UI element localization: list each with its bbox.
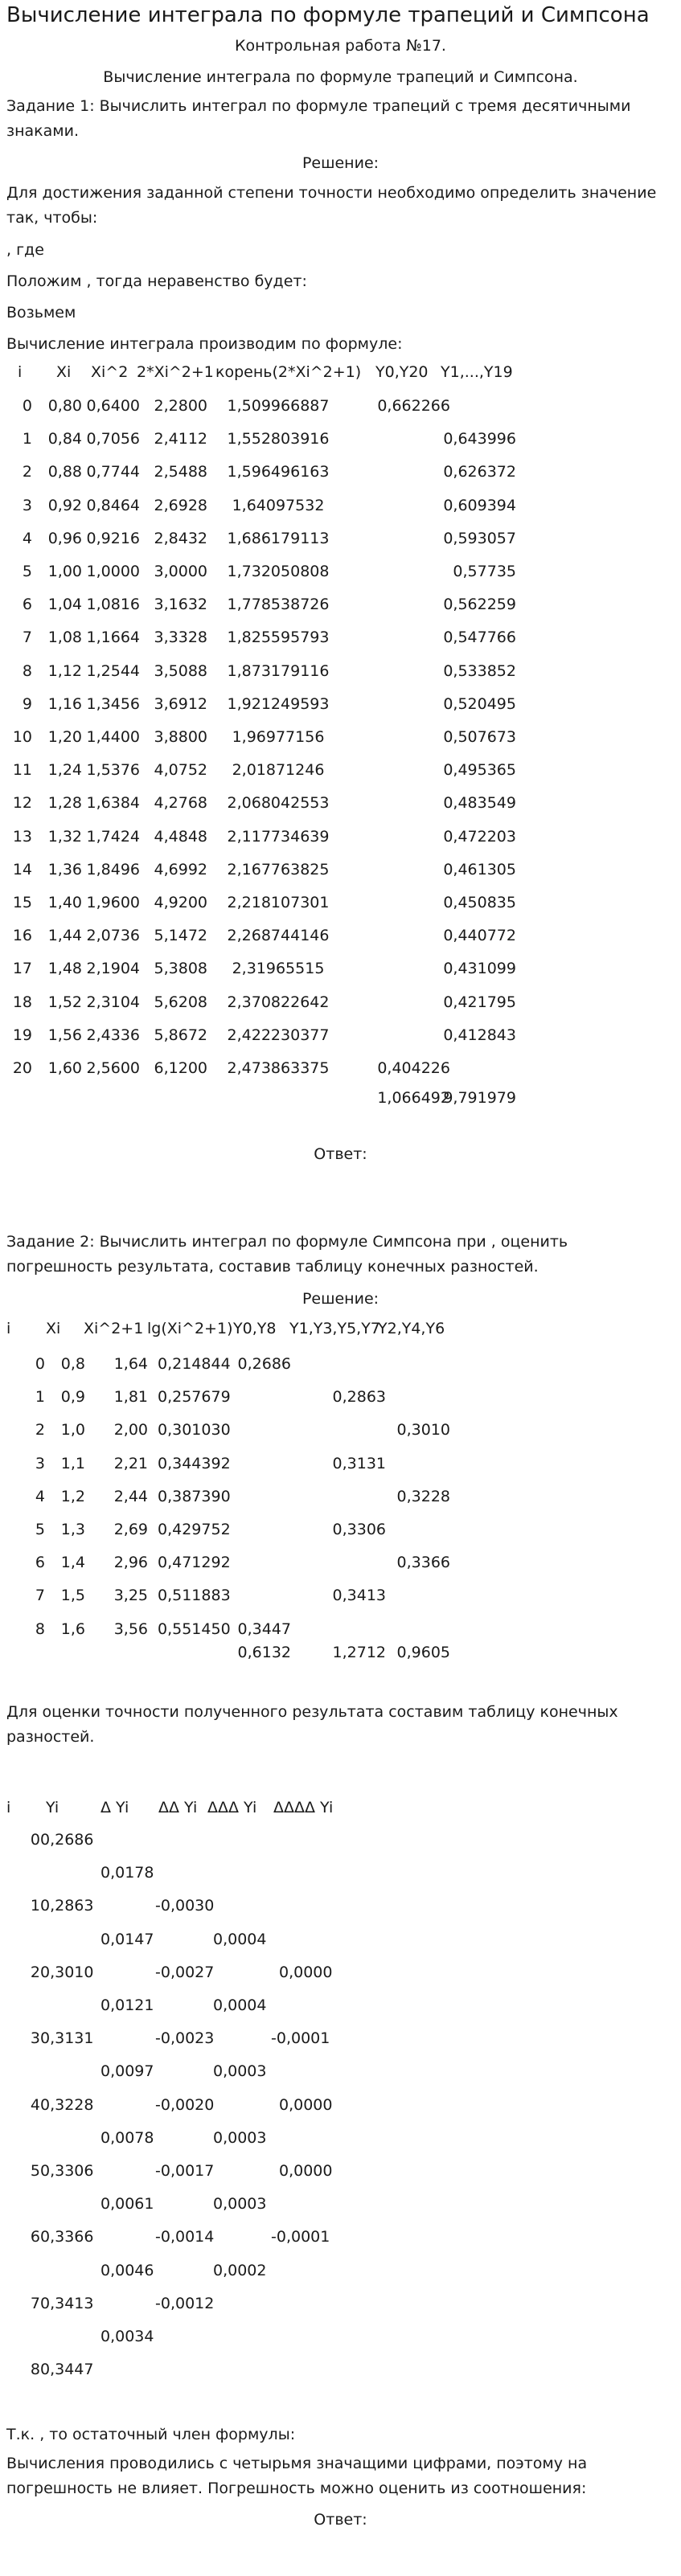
- y-even-value: 0,3228: [396, 1487, 450, 1505]
- table-header: ΔΔ Yi: [158, 1799, 198, 1816]
- xi-squared: 2,0736: [86, 927, 140, 945]
- y-middle-value: 0,520495: [443, 694, 516, 713]
- xi-value: 1,20: [47, 728, 82, 746]
- expr-value: 3,6912: [154, 694, 207, 713]
- y-middle-value: 0,431099: [443, 960, 516, 978]
- xi-value: 1,44: [47, 927, 82, 945]
- delta4-value: 0,0000: [279, 2095, 333, 2114]
- xi2-plus-1: 1,64: [113, 1355, 148, 1373]
- task2-solution-label: Решение:: [302, 1290, 379, 1308]
- row-index: 10: [12, 728, 32, 746]
- row-index: 17: [12, 960, 32, 978]
- sqrt-value: 2,01871246: [232, 761, 325, 780]
- expr-value: 3,8800: [154, 728, 207, 746]
- row-index: 8: [22, 661, 32, 680]
- table-header: Y1,...,Y19: [441, 363, 513, 381]
- xi2-plus-1: 2,96: [113, 1554, 148, 1572]
- xi-value: 1,40: [47, 894, 82, 911]
- delta4-value: 0,0000: [279, 1963, 333, 1981]
- y-middle-value: 0,450835: [443, 894, 516, 911]
- lg-value: 0,551450: [158, 1620, 231, 1638]
- task2-text: Задание 2: Вычислить интеграл по формуле Симпсона при , оценить погрешность результата, составив таблицу конечных разностей.: [6, 1233, 568, 1276]
- y-end-value: 0,2686: [237, 1355, 291, 1373]
- y-middle-value: 0,472203: [443, 827, 516, 846]
- row-index: 1: [30, 1897, 40, 1915]
- expr-value: 2,8432: [154, 529, 207, 547]
- row-index: 13: [12, 827, 32, 846]
- table-header: Xi^2+1: [84, 1320, 144, 1337]
- xi-squared: 1,8496: [86, 860, 140, 878]
- delta1-value: 0,0061: [101, 2195, 154, 2214]
- delta3-value: 0,0003: [213, 2062, 267, 2081]
- precision-text: Вычисления проводились с четырьмя значащими цифрами, поэтому на погрешность не влияет. Погрешность можно оценить из соотношения:: [6, 2455, 588, 2497]
- sqrt-value: 1,778538726: [227, 596, 330, 614]
- trapezoid-sum-middle: 9,791979: [443, 1089, 516, 1107]
- sqrt-value: 2,422230377: [227, 1026, 330, 1044]
- table-header: Yi: [46, 1799, 59, 1816]
- table-header: Y0,Y20: [375, 363, 429, 381]
- xi-squared: 2,5600: [86, 1059, 140, 1077]
- xi-value: 1,56: [47, 1026, 82, 1044]
- table-header: Δ Yi: [101, 1799, 129, 1816]
- xi-value: 0,9: [60, 1388, 85, 1407]
- y-middle-value: 0,495365: [443, 761, 516, 780]
- sqrt-value: 2,31965515: [232, 960, 325, 978]
- expr-value: 3,3328: [154, 629, 207, 647]
- y-odd-value: 0,3131: [332, 1454, 386, 1472]
- sqrt-value: 2,473863375: [227, 1059, 330, 1077]
- lg-value: 0,511883: [158, 1587, 231, 1605]
- table-header: Y1,Y3,Y5,Y7: [289, 1320, 380, 1337]
- y-even-value: 0,3010: [396, 1421, 450, 1440]
- row-index: 20: [12, 1059, 32, 1077]
- expr-value: 5,6208: [154, 993, 207, 1011]
- xi-squared: 1,0000: [86, 563, 140, 580]
- sqrt-value: 1,921249593: [227, 694, 330, 713]
- xi-squared: 1,0816: [86, 596, 140, 614]
- sqrt-value: 1,596496163: [227, 463, 330, 481]
- y-odd-value: 0,2863: [332, 1388, 386, 1407]
- delta4-value: -0,0001: [271, 2228, 330, 2246]
- xi-value: 1,16: [47, 694, 82, 713]
- expr-value: 2,5488: [154, 463, 207, 481]
- xi-value: 1,52: [47, 993, 82, 1011]
- sqrt-value: 2,218107301: [227, 894, 330, 911]
- y-middle-value: 0,412843: [443, 1026, 516, 1044]
- xi-value: 1,32: [47, 827, 82, 846]
- sqrt-value: 1,552803916: [227, 430, 330, 448]
- y-middle-value: 0,421795: [443, 993, 516, 1011]
- lg-value: 0,257679: [158, 1388, 231, 1407]
- delta3-value: 0,0003: [213, 2195, 267, 2214]
- xi-value: 0,88: [47, 463, 82, 481]
- lg-value: 0,344392: [158, 1454, 231, 1472]
- simpson-sum-even: 0,9605: [396, 1644, 450, 1661]
- task1-solution-label: Решение:: [302, 154, 379, 172]
- row-index: 3: [30, 2029, 40, 2048]
- table-header: lg(Xi^2+1): [147, 1320, 233, 1337]
- y-middle-value: 0,626372: [443, 463, 516, 481]
- row-index: 5: [35, 1521, 45, 1538]
- xi-value: 0,92: [47, 496, 82, 514]
- y-middle-value: 0,57735: [453, 563, 516, 580]
- expr-value: 2,2800: [154, 397, 207, 415]
- task1-line3: Положим , тогда неравенство будет:: [6, 272, 307, 290]
- row-index: 4: [35, 1487, 45, 1505]
- yi-value: 0,2863: [40, 1897, 94, 1915]
- y-odd-value: 0,3306: [332, 1521, 386, 1538]
- y-middle-value: 0,593057: [443, 529, 516, 547]
- row-index: 5: [30, 2162, 40, 2180]
- y-middle-value: 0,643996: [443, 430, 516, 448]
- row-index: 1: [35, 1388, 45, 1407]
- table-header: Xi: [56, 363, 72, 381]
- xi-value: 1,60: [47, 1059, 82, 1077]
- sqrt-value: 2,117734639: [227, 827, 330, 846]
- row-index: 15: [12, 894, 32, 911]
- table-header: корень(2*Xi^2+1): [215, 363, 362, 381]
- row-index: 8: [35, 1620, 45, 1638]
- row-index: 2: [22, 463, 32, 481]
- page-title: Вычисление интеграла по формуле трапеций и Симпсона: [6, 3, 650, 27]
- xi-squared: 1,7424: [86, 827, 140, 846]
- xi-squared: 2,1904: [86, 960, 140, 978]
- expr-value: 6,1200: [154, 1059, 207, 1077]
- row-index: 3: [35, 1454, 45, 1472]
- delta2-value: -0,0014: [155, 2228, 215, 2246]
- table-header: Y0,Y8: [233, 1320, 277, 1337]
- xi-squared: 1,3456: [86, 694, 140, 713]
- delta3-value: 0,0002: [213, 2261, 267, 2279]
- delta2-value: -0,0017: [155, 2162, 215, 2180]
- xi-value: 1,4: [60, 1554, 85, 1572]
- lg-value: 0,471292: [158, 1554, 231, 1572]
- delta3-value: 0,0004: [213, 1997, 267, 2014]
- xi-squared: 1,2544: [86, 661, 140, 680]
- yi-value: 0,3366: [40, 2228, 94, 2246]
- table-header: i: [6, 1320, 11, 1337]
- xi-value: 1,08: [47, 629, 82, 647]
- xi-squared: 0,7056: [86, 430, 140, 448]
- xi2-plus-1: 2,44: [113, 1487, 148, 1505]
- expr-value: 4,6992: [154, 860, 207, 878]
- yi-value: 0,3447: [40, 2361, 94, 2379]
- xi-value: 0,84: [47, 430, 82, 448]
- sqrt-value: 1,96977156: [232, 728, 325, 746]
- xi-value: 1,3: [60, 1521, 85, 1538]
- xi-value: 0,96: [47, 529, 82, 547]
- sqrt-value: 1,686179113: [227, 529, 330, 547]
- xi-value: 1,48: [47, 960, 82, 978]
- row-index: 0: [35, 1355, 45, 1373]
- xi-value: 1,24: [47, 761, 82, 780]
- delta1-value: 0,0046: [101, 2261, 154, 2279]
- sqrt-value: 1,825595793: [227, 629, 330, 647]
- sqrt-value: 1,873179116: [227, 661, 330, 680]
- y-middle-value: 0,562259: [443, 596, 516, 614]
- row-index: 5: [22, 563, 32, 580]
- row-index: 7: [30, 2294, 40, 2312]
- y-odd-value: 0,3413: [332, 1587, 386, 1605]
- xi-value: 1,12: [47, 661, 82, 680]
- row-index: 8: [30, 2361, 40, 2379]
- xi-value: 0,8: [60, 1355, 85, 1373]
- delta2-value: -0,0023: [155, 2029, 215, 2048]
- row-index: 9: [22, 694, 32, 713]
- expr-value: 5,8672: [154, 1026, 207, 1044]
- sqrt-value: 1,509966887: [227, 397, 330, 415]
- row-index: 6: [35, 1554, 45, 1572]
- xi-squared: 2,3104: [86, 993, 140, 1011]
- lg-value: 0,429752: [158, 1521, 231, 1538]
- sqrt-value: 1,64097532: [232, 496, 325, 514]
- y-end-value: 0,3447: [237, 1620, 291, 1638]
- y-middle-value: 0,533852: [443, 661, 516, 680]
- delta1-value: 0,0121: [101, 1997, 154, 2014]
- xi-value: 1,36: [47, 860, 82, 878]
- row-index: 7: [35, 1587, 45, 1605]
- y-end-value: 0,404226: [377, 1059, 450, 1077]
- expr-value: 2,4112: [154, 430, 207, 448]
- expr-value: 4,4848: [154, 827, 207, 846]
- row-index: 19: [12, 1026, 32, 1044]
- expr-value: 3,0000: [154, 563, 207, 580]
- xi2-plus-1: 3,25: [113, 1587, 148, 1605]
- xi2-plus-1: 2,69: [113, 1521, 148, 1538]
- row-index: 11: [12, 761, 32, 780]
- sqrt-value: 2,268744146: [227, 927, 330, 945]
- delta2-value: -0,0027: [155, 1963, 215, 1981]
- xi2-plus-1: 3,56: [113, 1620, 148, 1638]
- y-middle-value: 0,483549: [443, 794, 516, 813]
- expr-value: 5,1472: [154, 927, 207, 945]
- delta3-value: 0,0003: [213, 2128, 267, 2147]
- expr-value: 3,5088: [154, 661, 207, 680]
- row-index: 7: [22, 629, 32, 647]
- task1-line5: Вычисление интеграла производим по формуле:: [6, 335, 403, 353]
- xi-squared: 1,4400: [86, 728, 140, 746]
- row-index: 2: [35, 1421, 45, 1440]
- row-index: 0: [30, 1831, 40, 1849]
- expr-value: 4,0752: [154, 761, 207, 780]
- y-middle-value: 0,440772: [443, 927, 516, 945]
- table-header: Xi: [46, 1320, 61, 1337]
- remainder-text: Т.к. , то остаточный член формулы:: [6, 2426, 296, 2443]
- y-even-value: 0,3366: [396, 1554, 450, 1572]
- xi-value: 1,1: [60, 1454, 85, 1472]
- xi-squared: 1,9600: [86, 894, 140, 911]
- row-index: 3: [22, 496, 32, 514]
- lg-value: 0,214844: [158, 1355, 231, 1373]
- delta1-value: 0,0178: [101, 1864, 154, 1882]
- xi-squared: 0,9216: [86, 529, 140, 547]
- y-middle-value: 0,507673: [443, 728, 516, 746]
- xi-value: 1,2: [60, 1487, 85, 1505]
- xi-value: 1,6: [60, 1620, 85, 1638]
- yi-value: 0,3131: [40, 2029, 94, 2048]
- table-header: Xi^2: [91, 363, 129, 381]
- subtitle: Вычисление интеграла по формуле трапеций и Симпсона.: [103, 68, 578, 86]
- row-index: 2: [30, 1963, 40, 1981]
- row-index: 12: [12, 794, 32, 813]
- row-index: 18: [12, 993, 32, 1011]
- xi-value: 1,28: [47, 794, 82, 813]
- delta1-value: 0,0147: [101, 1930, 154, 1948]
- y-end-value: 0,662266: [377, 397, 450, 415]
- sqrt-value: 2,167763825: [227, 860, 330, 878]
- table-header: i: [6, 1799, 11, 1816]
- table-header: i: [18, 363, 23, 381]
- row-index: 0: [22, 397, 32, 415]
- yi-value: 0,2686: [40, 1831, 94, 1849]
- delta1-value: 0,0078: [101, 2128, 154, 2147]
- row-index: 14: [12, 860, 32, 878]
- sqrt-value: 2,370822642: [227, 993, 330, 1011]
- diff-intro: Для оценки точности полученного результата составим таблицу конечных разностей.: [6, 1703, 618, 1746]
- row-index: 16: [12, 927, 32, 945]
- delta2-value: -0,0030: [155, 1897, 215, 1915]
- xi-squared: 1,1664: [86, 629, 140, 647]
- xi-squared: 0,6400: [86, 397, 140, 415]
- simpson-sum-ends: 0,6132: [237, 1644, 291, 1661]
- expr-value: 2,6928: [154, 496, 207, 514]
- row-index: 6: [22, 596, 32, 614]
- task1-line2: , где: [6, 241, 44, 259]
- table-header: Y2,Y4,Y6: [378, 1320, 445, 1337]
- xi-squared: 2,4336: [86, 1026, 140, 1044]
- xi2-plus-1: 2,00: [113, 1421, 148, 1440]
- xi-value: 1,0: [60, 1421, 85, 1440]
- xi-value: 1,5: [60, 1587, 85, 1605]
- xi2-plus-1: 2,21: [113, 1454, 148, 1472]
- xi-value: 0,80: [47, 397, 82, 415]
- row-index: 6: [30, 2228, 40, 2246]
- task2-answer-label: Ответ:: [314, 2511, 367, 2529]
- sqrt-value: 1,732050808: [227, 563, 330, 580]
- delta2-value: -0,0020: [155, 2095, 215, 2114]
- expr-value: 3,1632: [154, 596, 207, 614]
- delta1-value: 0,0034: [101, 2328, 154, 2345]
- y-middle-value: 0,547766: [443, 629, 516, 647]
- xi-squared: 0,7744: [86, 463, 140, 481]
- work-label: Контрольная работа №17.: [235, 37, 446, 55]
- yi-value: 0,3228: [40, 2095, 94, 2114]
- yi-value: 0,3010: [40, 1963, 94, 1981]
- xi-squared: 1,5376: [86, 761, 140, 780]
- xi2-plus-1: 1,81: [113, 1388, 148, 1407]
- xi-squared: 0,8464: [86, 496, 140, 514]
- expr-value: 4,9200: [154, 894, 207, 911]
- sqrt-value: 2,068042553: [227, 794, 330, 813]
- y-middle-value: 0,609394: [443, 496, 516, 514]
- row-index: 1: [22, 430, 32, 448]
- expr-value: 4,2768: [154, 794, 207, 813]
- simpson-sum-odd: 1,2712: [332, 1644, 386, 1661]
- xi-value: 1,04: [47, 596, 82, 614]
- y-middle-value: 0,461305: [443, 860, 516, 878]
- lg-value: 0,387390: [158, 1487, 231, 1505]
- table-header: ΔΔΔΔ Yi: [273, 1799, 334, 1816]
- xi-value: 1,00: [47, 563, 82, 580]
- yi-value: 0,3306: [40, 2162, 94, 2180]
- table-header: ΔΔΔ Yi: [207, 1799, 257, 1816]
- task1-text: Задание 1: Вычислить интеграл по формуле трапеций с тремя десятичными знаками.: [6, 97, 631, 140]
- task1-line1: Для достижения заданной степени точности необходимо определить значение так, чтобы:: [6, 184, 657, 227]
- delta3-value: 0,0004: [213, 1930, 267, 1948]
- delta4-value: -0,0001: [271, 2029, 330, 2048]
- xi-squared: 1,6384: [86, 794, 140, 813]
- row-index: 4: [22, 529, 32, 547]
- expr-value: 5,3808: [154, 960, 207, 978]
- task1-line4: Возьмем: [6, 304, 76, 321]
- delta4-value: 0,0000: [279, 2162, 333, 2180]
- delta2-value: -0,0012: [155, 2294, 215, 2312]
- lg-value: 0,301030: [158, 1421, 231, 1440]
- task1-answer-label: Ответ:: [314, 1145, 367, 1163]
- delta1-value: 0,0097: [101, 2062, 154, 2081]
- table-header: 2*Xi^2+1: [137, 363, 214, 381]
- trapezoid-sum-ends: 1,066492: [377, 1089, 450, 1107]
- yi-value: 0,3413: [40, 2294, 94, 2312]
- row-index: 4: [30, 2095, 40, 2114]
